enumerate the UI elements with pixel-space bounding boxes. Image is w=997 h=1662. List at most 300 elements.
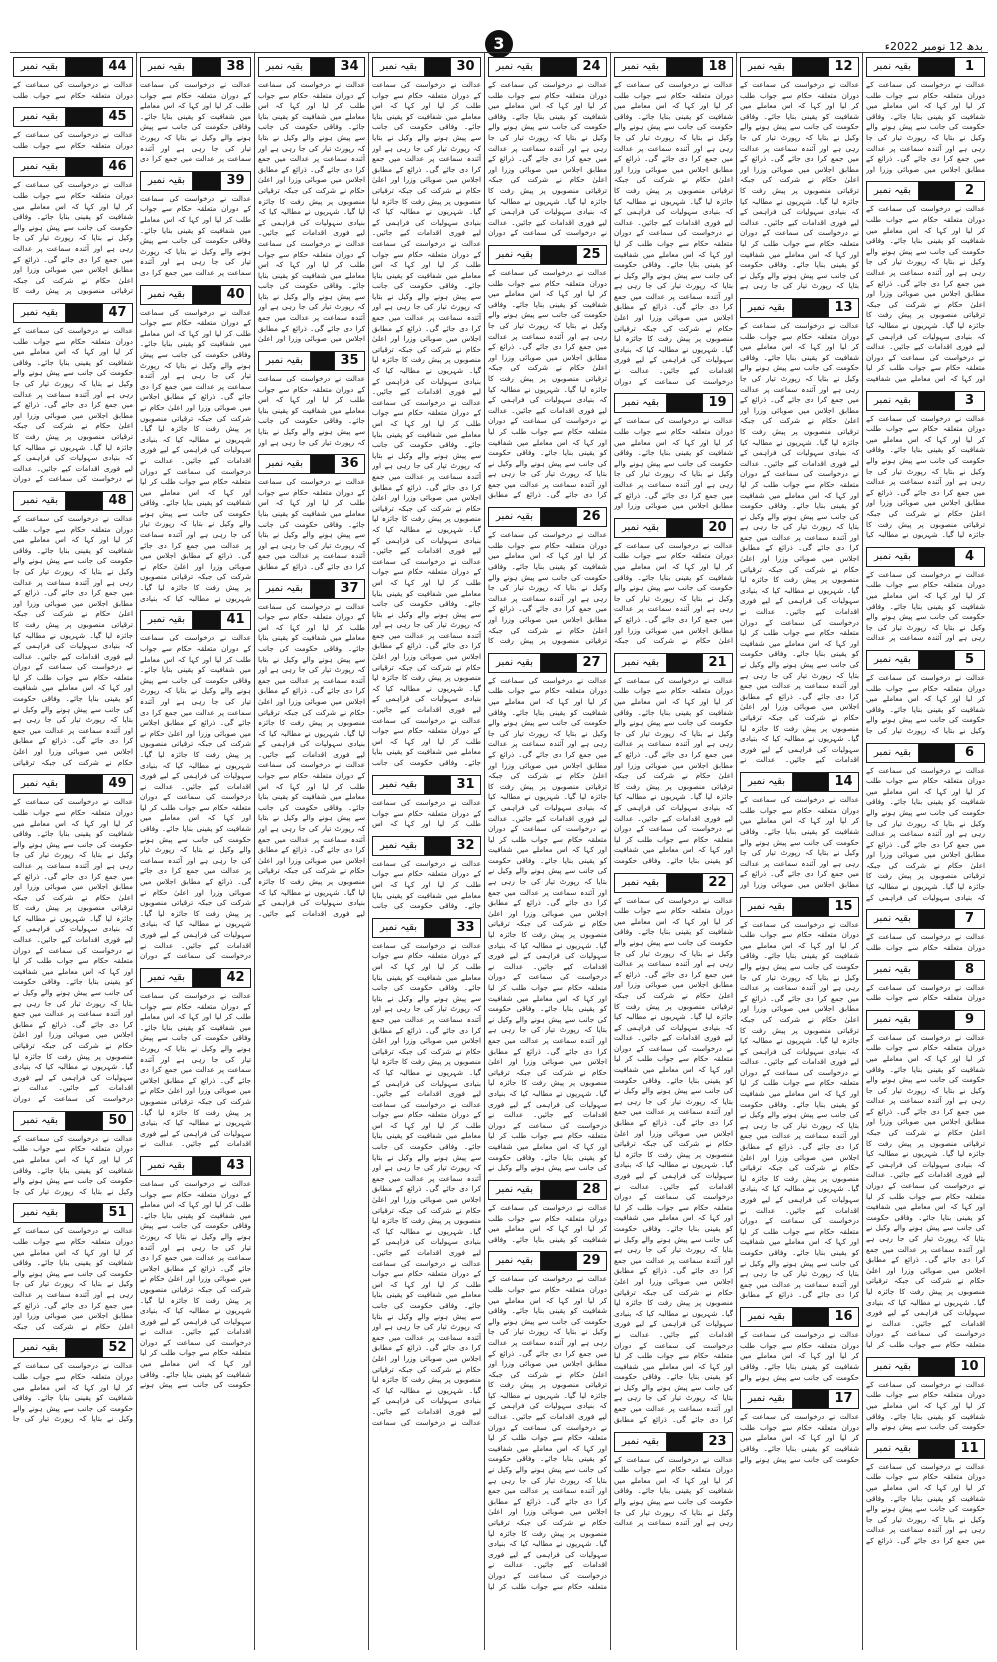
continuation-block bbox=[140, 968, 251, 1150]
continuation-heading bbox=[140, 285, 251, 305]
continuation-number: 3 bbox=[954, 392, 984, 410]
continuation-block bbox=[866, 181, 985, 384]
continuation-heading bbox=[866, 57, 985, 77]
news-column bbox=[736, 53, 862, 1650]
article-text: عدالت نے درخواست کی سماعت کے دوران متعلقہ حکام سے جواب طلب کر لیا اور کہا کہ اس معاملے میں شفافیت کو یقینی بنایا جائے۔ وفاقی حکومت کی جانب سے پیش ہونے والے وکیل نے بتایا کہ رپورٹ تیار کی جا رہی ہے اور آئندہ سماعت پر عدالت میں جمع کرا دی جائے گی۔ ذرائع کے مطابق اجلاس میں صوبائی وزرا اور اعلیٰ حکام نے شرکت کی جبکہ ترقیاتی منصوبوں پر پیش رفت کا جائزہ لیا گیا۔ شہریوں نے مطالبہ کیا کہ بنیادی سہولیات کی فراہمی کے لیے فوری اقدامات کیے جائیں۔ عدالت نے درخواست کی سماعت کے دوران متعلقہ حکام سے جواب طلب کر لیا اور کہا کہ اس معاملے میں شفافیت کو یقینی بنایا جائے۔ وفاقی حکومت کی جانب سے پیش ہونے والے وکیل نے بتایا کہ رپورٹ تیار کی جا رہی ہے اور آئندہ سماعت پر عدالت میں جمع کرا دی جائے گی۔ ذرائع کے مطابق اجلاس میں صوبائی وزرا اور اعلیٰ حکام نے شرکت کی جبکہ ترقیاتی منصوبوں پر پیش رفت کا جائزہ لیا گیا۔ شہریوں نے مطالبہ کیا کہ بنیادی سہولیات کی فراہمی کے لیے فوری اقدامات کیے جائیں۔ عدالت نے درخواست کی سماعت کے دوران متعلقہ حکام سے جواب طلب کر لیا bbox=[866, 1032, 985, 1349]
heading-bar bbox=[793, 58, 828, 76]
article-text: عدالت نے درخواست کی سماعت کے دوران متعلقہ حکام سے جواب طلب کر لیا اور کہا کہ اس معاملے میں شفافیت کو یقینی بنایا جائے۔ وفاقی حکومت کی جانب سے پیش ہونے والے وکیل نے بتایا کہ رپورٹ تیار کی جا رہی ہے اور آئندہ سماعت پر عدالت میں جمع کرا دی جائے گی۔ ذرائع کے مطابق اجلاس میں صوبائی وزرا اور اعلیٰ حکام نے شرکت کی جبکہ ترقیاتی منصوبوں پر پیش رفت کا جائزہ لیا گیا۔ شہریوں نے مطالبہ کیا کہ بنیادی سہولیات کی فراہمی کے لیے فوری اقدامات کیے جائیں۔ عدالت نے درخواست کی سماعت کے دوران متعلقہ حکام سے جواب طلب کر لیا اور کہا کہ اس معاملے میں شفافیت کو یقینی بنایا جائے۔ وفاقی حکومت کی جانب سے پیش ہونے والے وکیل نے بتایا کہ رپورٹ تیار کی جا رہی ہے اور آئندہ سماعت پر عدالت میں جمع کرا دی جائے گی۔ ذرائع کے مطابق اجلاس میں صوبائی وزرا اور اعلیٰ حکام نے شرکت کی جبکہ ترقیاتی منصوبوں پر پیش رفت کا جائزہ لیا گیا۔ شہریوں نے مطالبہ کیا کہ بنیادی سہولیات کی فراہمی کے لیے فوری اقدامات کیے جائیں۔ عدالت نے درخواست کی سماعت کے دوران متعلقہ حکام سے جواب طلب کر لیا اور کہا کہ اس معاملے میں شفافیت کو یقینی بنایا جائے۔ وفاقی حکومت کی جانب سے پیش ہونے والے وکیل نے بتایا کہ رپورٹ تیار کی جا رہی ہے اور آئندہ سماعت پر عدالت میں جمع کرا دی جائے گی۔ ذرائع کے مطابق اجلاس میں صوبائی وزرا اور اعلیٰ حکام نے شرکت کی جبکہ ترقیاتی منصوبوں پر پیش رفت کا جائزہ لیا گیا۔ شہریوں نے مطالبہ کیا کہ بنیادی سہولیات کی فراہمی کے لیے فوری اقدامات کیے جائیں۔ عدالت نے درخواست کی سماعت کے دوران متعلقہ حکام سے جواب طلب کر لیا اور کہا کہ اس معاملے میں شفافیت کو یقینی بنایا جائے۔ وفاقی حکومت کی جانب سے پیش ہونے والے وکیل نے بتایا کہ رپورٹ تیار کی جا رہی ہے اور آئندہ سماعت پر عدالت میں جمع کرا دی جائے گی۔ ذرائع کے مطابق bbox=[614, 895, 733, 1424]
heading-bar bbox=[919, 744, 954, 762]
continuation-number: 44 bbox=[102, 58, 132, 76]
continuation-heading bbox=[488, 1251, 607, 1271]
article-text: عدالت نے درخواست کی سماعت کے دوران متعلقہ حکام سے جواب طلب کر لیا اور کہا کہ اس معاملے میں شفافیت کو یقینی بنایا جائے۔ وفاقی حکومت کی جانب سے پیش ہونے والے وکیل نے بتایا کہ رپورٹ تیار کی جا رہی ہے اور آئندہ سماعت پر عدالت میں جمع کرا دی جائے گی۔ ذرائع کے مطابق اجلاس میں صوبائی وزرا اور اعلیٰ حکام نے شرکت کی جبکہ ترقیاتی منصوبوں پر پیش رفت کا جائزہ لیا گیا۔ شہریوں نے مطالبہ کیا کہ بنیادی سہولیات کی فراہمی کے bbox=[866, 765, 985, 902]
continuation-heading bbox=[488, 507, 607, 527]
continuation-heading bbox=[13, 57, 133, 77]
continuation-block bbox=[140, 285, 251, 605]
news-column bbox=[484, 53, 610, 1650]
heading-bar bbox=[425, 776, 450, 794]
heading-bar bbox=[311, 455, 334, 473]
page-number: 3 bbox=[485, 30, 513, 58]
continuation-heading bbox=[13, 1111, 133, 1131]
continuation-number: 32 bbox=[450, 837, 480, 855]
continuation-heading bbox=[866, 743, 985, 763]
continuation-heading bbox=[740, 1389, 859, 1409]
continuation-label: بقیہ نمبر bbox=[867, 651, 919, 669]
heading-bar bbox=[541, 1252, 576, 1270]
continuation-label: بقیہ نمبر bbox=[615, 874, 667, 892]
continuation-heading bbox=[13, 491, 133, 511]
article-text: عدالت نے درخواست کی سماعت کے دوران متعلقہ حکام سے جواب طلب کر لیا اور کہا کہ اس معاملے میں شفافیت کو یقینی بنایا جائے۔ وفاقی حکومت کی جانب سے پیش ہونے والے وکیل نے بتایا کہ رپورٹ تیار کی جا رہی ہے اور آئندہ سماعت پر عدالت میں جمع کرا دی جائے گی۔ ذرائع کے مطابق اجلاس میں صوبائی وزرا اور اعلیٰ حکام نے شرکت کی جبکہ ترقیاتی منصوبوں پر پیش رفت کا جائزہ لیا گیا۔ شہریوں نے مطالبہ کیا کہ بنیادی سہولیات کی فراہمی کے لیے فوری اقدامات کیے جائیں۔ عدالت نے درخواست کی سماعت کے دوران متعلقہ حکام سے جواب طلب کر لیا اور کہا کہ اس معاملے میں شفافیت کو یقینی بنایا جائے۔ وفاقی حکومت کی جانب سے پیش ہونے والے وکیل نے بتایا کہ رپورٹ تیار کی جا رہی ہے اور آئندہ سماعت پر عدالت میں جمع کرا دی جائے گی۔ ذرائع کے مطابق اجلاس میں صوبائی وزرا اور اعلیٰ bbox=[258, 80, 365, 344]
continuation-number: 41 bbox=[220, 611, 250, 629]
article-text: عدالت نے درخواست کی سماعت کے دوران متعلقہ حکام سے جواب طلب کر لیا اور کہا کہ اس معاملے میں شفافیت کو یقینی بنایا جائے۔ وفاقی حکومت کی جانب سے پیش ہونے والے وکیل نے بتایا کہ رپورٹ تیار کی جا رہی ہے اور آئندہ سماعت پر عدالت میں جمع کرا دی جائے گی۔ ذرائع کے مطابق اجلاس میں صوبائی وزرا اور اعلیٰ حکام نے شرکت کی جبکہ ترقیاتی منصوبوں پر پیش رفت کا جائزہ لیا گیا۔ شہریوں نے مطالبہ کیا کہ بنیادی سہولیات کی فراہمی کے لیے فوری اقدامات کیے جائیں۔ عدالت نے درخواست کی سماعت کے دوران متعلقہ حکام سے جواب طلب کر لیا اور کہا کہ اس معاملے میں شفافیت کو یقینی بنایا جائے۔ وفاقی حکومت کی جانب سے پیش ہونے والے وکیل نے بتایا کہ رپورٹ تیار کی جا رہی ہے bbox=[740, 80, 859, 291]
heading-bar bbox=[919, 961, 954, 979]
continuation-heading bbox=[866, 1439, 985, 1459]
article-text: عدالت نے درخواست کی سماعت کے دوران متعلقہ حکام سے جواب طلب کر لیا اور کہا کہ اس معاملے میں شفافیت کو یقینی بنایا جائے۔ وفاقی حکومت کی جانب سے پیش ہونے والے وکیل نے بتایا کہ رپورٹ تیار کی جا رہی ہے اور آئندہ سماعت پر عدالت میں جمع کرا دی جائے گی۔ ذرائع کے مطابق اجلاس میں صوبائی وزرا اور اعلیٰ حکام نے شرکت کی جبکہ ترقیاتی منصوبوں پر پیش رفت کا جائزہ لیا گیا۔ شہریوں نے مطالبہ کیا کہ بنیادی سہولیات کی فراہمی کے لیے فوری اقدامات کیے جائیں۔ عدالت نے درخواست کی سماعت کے دوران متعلقہ حکام سے جواب طلب کر لیا اور کہا کہ اس معاملے میں شفافیت کو یقینی بنایا جائے۔ وفاقی حکومت کی جانب سے پیش ہونے bbox=[140, 1178, 251, 1390]
continuation-number: 15 bbox=[828, 898, 858, 916]
article-text: عدالت نے درخواست کی سماعت کے دوران متعلقہ حکام سے جواب طلب کر لیا اور کہا کہ اس معاملے میں شفافیت کو یقینی بنایا جائے۔ وفاقی حکومت کی جانب سے پیش ہونے والے وکیل نے بتایا کہ رپورٹ تیار کی جا bbox=[13, 1361, 133, 1424]
continuation-number: 46 bbox=[102, 158, 132, 176]
article-text: عدالت نے درخواست کی سماعت کے دوران متعلقہ حکام سے جواب طلب کر لیا اور کہا کہ اس معاملے میں شفافیت کو یقینی بنایا جائے۔ وفاقی حکومت کی جانب سے پیش ہونے والے وکیل نے بتایا کہ رپورٹ تیار کی جا bbox=[13, 1133, 133, 1196]
heading-bar bbox=[193, 58, 220, 76]
heading-bar bbox=[193, 969, 220, 987]
heading-bar bbox=[541, 1181, 576, 1199]
continuation-block bbox=[258, 351, 365, 448]
heading-bar bbox=[667, 1433, 702, 1451]
continuation-heading bbox=[13, 107, 133, 127]
heading-bar bbox=[66, 58, 102, 76]
continuation-number: 52 bbox=[102, 1339, 132, 1357]
heading-bar bbox=[667, 654, 702, 672]
continuation-block bbox=[13, 157, 133, 297]
continuation-block bbox=[488, 57, 607, 239]
continuation-heading bbox=[866, 909, 985, 929]
continuation-number: 51 bbox=[102, 1204, 132, 1222]
continuation-block bbox=[866, 391, 985, 541]
heading-bar bbox=[311, 352, 334, 370]
continuation-number: 33 bbox=[450, 919, 480, 937]
continuation-number: 9 bbox=[954, 1011, 984, 1029]
continuation-label: بقیہ نمبر bbox=[14, 58, 66, 76]
continuation-number: 31 bbox=[450, 776, 480, 794]
continuation-number: 26 bbox=[576, 508, 606, 526]
continuation-block bbox=[140, 171, 251, 279]
continuation-label: بقیہ نمبر bbox=[741, 773, 793, 791]
news-column bbox=[136, 53, 254, 1650]
article-text: عدالت نے درخواست کی سماعت کے دوران متعلقہ حکام سے جواب طلب کر لیا اور کہا کہ اس معاملے میں شفافیت کو یقینی بنایا جائے۔ وفاقی حکومت کی جانب سے پیش ہونے والے وکیل نے بتایا کہ رپورٹ تیار کی جا رہی ہے اور آئندہ سماعت پر عدالت میں جمع کرا دی جائے گی۔ ذرائع کے مطابق اجلاس میں صوبائی وزرا اور اعلیٰ حکام نے شرکت کی جبکہ ترقیاتی منصوبوں پر پیش رفت کا جائزہ لیا گیا۔ شہریوں نے مطالبہ کیا کہ بنیادی سہولیات کی فراہمی کے لیے فوری اقدامات کیے جائیں۔ عدالت نے درخواست کی سماعت کے دوران متعلقہ حکام سے جواب طلب کر لیا اور کہا کہ اس معاملے میں شفافیت کو یقینی بنایا جائے۔ وفاقی حکومت کی جانب سے پیش ہونے والے وکیل نے بتایا کہ رپورٹ تیار کی جا رہی ہے اور آئندہ سماعت پر عدالت میں جمع کرا دی جائے گی۔ ذرائع کے مطابق اجلاس میں صوبائی وزرا اور اعلیٰ حکام نے شرکت کی جبکہ ترقیاتی منصوبوں پر پیش رفت کا جائزہ لیا گیا۔ شہریوں نے مطالبہ کیا کہ بنیادی سہولیات کی فراہمی کے لیے فوری اقدامات کیے جائیں۔ عدالت نے درخواست کی سماعت کے دوران متعلقہ حکام سے جواب طلب کر لیا اور کہا کہ اس معاملے میں شفافیت کو یقینی بنایا جائے۔ وفاقی حکومت کی جانب سے پیش ہونے والے وکیل نے بتایا کہ رپورٹ تیار کی جا رہی ہے اور آئندہ سماعت پر عدالت میں جمع کرا دی جائے گی۔ ذرائع کے مطابق اجلاس میں صوبائی وزرا اور اعلیٰ حکام نے شرکت کی جبکہ ترقیاتی منصوبوں پر پیش رفت کا جائزہ لیا گیا۔ شہریوں نے مطالبہ کیا کہ بنیادی سہولیات کی فراہمی کے لیے فوری اقدامات کیے جائیں۔ عدالت نے درخواست کی سماعت bbox=[372, 940, 481, 1427]
continuation-block bbox=[488, 1180, 607, 1245]
continuation-label: بقیہ نمبر bbox=[14, 304, 66, 322]
heading-bar bbox=[919, 548, 954, 566]
continuation-label: بقیہ نمبر bbox=[373, 58, 425, 76]
continuation-heading bbox=[740, 298, 859, 318]
continuation-label: بقیہ نمبر bbox=[615, 519, 667, 537]
continuation-heading bbox=[614, 1432, 733, 1452]
heading-bar bbox=[311, 58, 334, 76]
article-text: عدالت نے درخواست کی سماعت کے دوران متعلقہ حکام سے جواب طلب کر لیا اور کہا کہ اس معاملے میں شفافیت کو یقینی بنایا جائے۔ وفاقی حکومت کی جانب سے پیش ہونے والے وکیل نے بتایا کہ رپورٹ تیار کی جا رہی ہے اور آئندہ سماعت پر عدالت bbox=[614, 1454, 733, 1528]
continuation-label: بقیہ نمبر bbox=[141, 611, 193, 629]
continuation-heading bbox=[258, 351, 365, 371]
heading-bar bbox=[541, 654, 576, 672]
continuation-label: بقیہ نمبر bbox=[14, 775, 66, 793]
continuation-label: بقیہ نمبر bbox=[615, 394, 667, 412]
continuation-label: بقیہ نمبر bbox=[489, 654, 541, 672]
continuation-label: بقیہ نمبر bbox=[14, 1112, 66, 1130]
continuation-block bbox=[614, 518, 733, 647]
continuation-block bbox=[614, 873, 733, 1426]
continuation-heading bbox=[13, 303, 133, 323]
continuation-block bbox=[866, 1357, 985, 1433]
continuation-block bbox=[740, 772, 859, 890]
article-text: عدالت نے درخواست کی سماعت کے دوران متعلقہ حکام سے جواب طلب کر لیا اور کہا کہ اس معاملے میں شفافیت کو یقینی بنایا جائے۔ وفاقی حکومت کی جانب سے پیش ہونے والے وکیل نے بتایا کہ رپورٹ تیار کی جا رہی ہے اور آئندہ سماعت پر عدالت میں جمع کرا دی جائے گی۔ ذرائع کے مطابق اجلاس میں صوبائی وزرا اور اعلیٰ حکام نے شرکت کی جبکہ ترقیاتی منصوبوں پر پیش رفت کا جائزہ لیا گیا۔ شہریوں نے مطالبہ کیا کہ بنیادی سہولیات کی فراہمی کے لیے فوری اقدامات کیے جائیں۔ عدالت نے درخواست کی سماعت کے دوران متعلقہ حکام سے جواب طلب کر لیا اور کہا کہ اس معاملے میں شفافیت کو یقینی بنایا جائے۔ وفاقی حکومت کی جانب سے پیش ہونے والے وکیل نے بتایا کہ رپورٹ تیار کی جا رہی ہے اور آئندہ سماعت پر عدالت میں جمع کرا دی جائے گی۔ ذرائع کے مطابق اجلاس میں صوبائی وزرا اور اعلیٰ حکام نے شرکت کی جبکہ ترقیاتی bbox=[13, 513, 133, 767]
continuation-heading bbox=[258, 57, 365, 77]
article-text: عدالت نے درخواست کی سماعت کے دوران متعلقہ حکام سے جواب طلب bbox=[866, 982, 985, 1003]
article-text: عدالت نے درخواست کی سماعت کے دوران متعلقہ حکام سے جواب طلب bbox=[13, 80, 133, 100]
continuation-heading bbox=[740, 897, 859, 917]
heading-bar bbox=[66, 304, 102, 322]
continuation-block bbox=[866, 547, 985, 644]
continuation-heading bbox=[140, 1156, 251, 1176]
article-text: عدالت نے درخواست کی سماعت کے دوران متعلقہ حکام سے جواب طلب کر لیا اور کہا کہ اس معاملے میں شفافیت کو یقینی بنایا جائے۔ وفاقی حکومت کی جانب سے پیش ہونے والے وکیل نے بتایا کہ رپورٹ تیار کی جا رہی ہے اور آئندہ سماعت پر عدالت میں جمع کرا دی جائے گی۔ ذرائع کے مطابق اجلاس میں صوبائی وزرا اور اعلیٰ حکام نے شرکت کی جبکہ ترقیاتی منصوبوں پر پیش رفت کا bbox=[488, 530, 607, 646]
heading-bar bbox=[793, 898, 828, 916]
continuation-label: بقیہ نمبر bbox=[741, 58, 793, 76]
continuation-block bbox=[13, 57, 133, 101]
continuation-label: بقیہ نمبر bbox=[867, 744, 919, 762]
continuation-number: 21 bbox=[702, 654, 732, 672]
continuation-label: بقیہ نمبر bbox=[259, 455, 311, 473]
continuation-block bbox=[13, 303, 133, 485]
heading-bar bbox=[919, 1358, 954, 1376]
continuation-number: 8 bbox=[954, 961, 984, 979]
continuation-number: 27 bbox=[576, 654, 606, 672]
continuation-heading bbox=[372, 836, 481, 856]
article-text: عدالت نے درخواست کی سماعت کے دوران متعلقہ حکام سے جواب طلب کر لیا اور کہا کہ اس معاملے میں شفافیت کو یقینی بنایا جائے۔ وفاقی حکومت کی جانب سے پیش ہونے والے وکیل نے بتایا کہ رپورٹ تیار کی جا رہی ہے اور آئندہ سماعت پر عدالت میں جمع کرا دی جائے گی۔ ذرائع کے مطابق اجلاس میں صوبائی وزرا اور اعلیٰ حکام نے شرکت کی جبکہ ترقیاتی منصوبوں پر پیش رفت کا جائزہ لیا گیا۔ شہریوں نے مطالبہ کیا کہ بنیادی سہولیات کی فراہمی کے لیے فوری اقدامات کیے جائیں۔ عدالت نے درخواست کی سماعت کے دوران متعلقہ حکام سے جواب طلب کر لیا اور کہا کہ اس معاملے میں شفافیت کو یقینی بنایا جائے۔ وفاقی حکومت کی جانب سے پیش ہونے والے وکیل نے بتایا کہ رپورٹ تیار کی جا رہی ہے اور آئندہ سماعت پر عدالت میں جمع کرا دی جائے گی۔ ذرائع کے مطابق اجلاس میں صوبائی وزرا اور اعلیٰ حکام نے شرکت کی جبکہ ترقیاتی منصوبوں پر پیش رفت کا جائزہ لیا گیا۔ شہریوں نے مطالبہ کیا کہ بنیادی سہولیات کی فراہمی کے لیے فوری اقدامات کیے جائیں۔ bbox=[258, 601, 365, 918]
article-text: عدالت نے درخواست کی سماعت کے دوران متعلقہ حکام سے جواب طلب کر لیا اور کہا کہ اس معاملے میں شفافیت کو یقینی بنایا جائے۔ وفاقی حکومت کی جانب سے پیش ہونے والے وکیل نے بتایا کہ رپورٹ تیار کی جا رہی ہے اور آئندہ سماعت پر عدالت میں جمع کرا دی جائے گی۔ ذرائع کے مطابق اجلاس میں صوبائی وزرا اور bbox=[866, 80, 985, 174]
continuation-number: 24 bbox=[576, 58, 606, 76]
continuation-heading bbox=[614, 393, 733, 413]
article-text: عدالت نے درخواست کی سماعت کے دوران متعلقہ حکام سے جواب طلب کر لیا اور کہا کہ اس معاملے میں شفافیت کو یقینی بنایا جائے۔ وفاقی حکومت کی جانب سے پیش ہونے والے وکیل نے بتایا کہ رپورٹ تیار کی جا رہی ہے اور آئندہ سماعت پر عدالت میں جمع کرا دی جائے گی۔ ذرائع کے مطابق اجلاس میں صوبائی وزرا اور bbox=[614, 416, 733, 511]
heading-bar bbox=[919, 392, 954, 410]
continuation-heading bbox=[614, 518, 733, 538]
continuation-heading bbox=[140, 57, 251, 77]
continuation-number: 13 bbox=[828, 299, 858, 317]
continuation-label: بقیہ نمبر bbox=[615, 654, 667, 672]
heading-bar bbox=[793, 1308, 828, 1326]
continuation-label: بقیہ نمبر bbox=[489, 58, 541, 76]
continuation-label: بقیہ نمبر bbox=[141, 1157, 193, 1175]
article-text: عدالت نے درخواست کی سماعت کے دوران متعلقہ حکام سے جواب طلب کر لیا اور کہا کہ اس معاملے میں شفافیت کو یقینی بنایا جائے۔ وفاقی حکومت کی جانب سے پیش ہونے والے وکیل نے بتایا کہ رپورٹ تیار کی جا رہی ہے اور آئندہ سماعت پر عدالت میں جمع کرا دی جائے گی۔ ذرائع کے مطابق اجلاس میں صوبائی وزرا اور اعلیٰ حکام نے شرکت کی جبکہ ترقیاتی منصوبوں پر پیش رفت کا bbox=[13, 180, 133, 296]
article-text: عدالت نے درخواست کی سماعت کے دوران متعلقہ حکام سے جواب طلب کر لیا اور کہا کہ اس bbox=[372, 798, 481, 829]
continuation-number: 35 bbox=[334, 352, 364, 370]
heading-bar bbox=[193, 172, 220, 190]
article-text: عدالت نے درخواست کی سماعت کے دوران متعلقہ حکام سے جواب طلب کر لیا اور کہا کہ اس معاملے میں شفافیت کو یقینی بنایا جائے۔ وفاقی حکومت کی جانب سے پیش ہونے والے وکیل نے بتایا کہ رپورٹ تیار کی جا رہی ہے اور آئندہ سماعت پر عدالت میں جمع کرا دی جائے گی۔ ذرائع کے مطابق اجلاس میں صوبائی وزرا اور اعلیٰ حکام نے شرکت کی جبکہ ترقیاتی منصوبوں پر پیش رفت کا جائزہ لیا گیا۔ شہریوں نے مطالبہ کیا کہ بنیادی سہولیات کی فراہمی کے لیے فوری اقدامات کیے جائیں۔ عدالت نے درخواست کی سماعت کے دوران متعلقہ حکام سے جواب طلب کر لیا اور کہا کہ اس معاملے میں شفافیت کو یقینی بنایا جائے۔ وفاقی حکومت کی جانب سے پیش ہونے والے وکیل نے بتایا کہ رپورٹ تیار کی جا رہی ہے اور آئندہ سماعت پر عدالت میں جمع کرا دی جائے گی۔ ذرائع کے مطابق اجلاس میں صوبائی وزرا اور اعلیٰ حکام نے شرکت کی جبکہ ترقیاتی منصوبوں پر پیش رفت کا جائزہ لیا گیا۔ شہریوں نے مطالبہ کیا کہ بنیادی سہولیات کی فراہمی کے لیے فوری اقدامات کیے جائیں۔ عدالت نے درخواست کی سماعت کے دوران متعلقہ حکام سے جواب طلب کر لیا اور کہا کہ اس معاملے میں شفافیت کو یقینی بنایا جائے۔ وفاقی حکومت کی جانب سے پیش ہونے والے وکیل نے بتایا کہ رپورٹ تیار کی جا رہی ہے اور آئندہ سماعت پر عدالت میں جمع کرا دی جائے گی۔ ذرائع کے مطابق اجلاس میں صوبائی وزرا اور اعلیٰ حکام نے شرکت کی جبکہ ترقیاتی منصوبوں پر پیش رفت کا جائزہ لیا گیا۔ شہریوں نے مطالبہ کیا کہ بنیادی سہولیات کی فراہمی کے لیے فوری اقدامات کیے جائیں۔ عدالت نے درخواست کی سماعت کے دوران متعلقہ حکام سے جواب طلب کر لیا اور کہا کہ اس معاملے میں شفافیت کو یقینی بنایا جائے۔ وفاقی حکومت کی جانب سے پیش ہونے والے وکیل نے bbox=[488, 675, 607, 1173]
article-text: عدالت نے درخواست کی سماعت کے دوران متعلقہ حکام سے جواب طلب کر لیا اور کہا کہ اس معاملے میں شفافیت کو یقینی بنایا جائے۔ وفاقی حکومت کی جانب سے پیش ہونے والے bbox=[866, 1379, 985, 1432]
news-column bbox=[10, 53, 136, 1650]
heading-bar bbox=[66, 775, 102, 793]
continuation-number: 18 bbox=[702, 58, 732, 76]
continuation-number: 42 bbox=[220, 969, 250, 987]
article-text: عدالت نے درخواست کی سماعت کے دوران متعلقہ حکام سے جواب طلب کر لیا اور کہا کہ اس معاملے میں شفافیت کو یقینی بنایا جائے۔ وفاقی حکومت کی جانب سے پیش ہونے والے وکیل نے بتایا کہ رپورٹ تیار کی جا رہی ہے اور آئندہ سماعت پر عدالت میں جمع کرا دی جائے گی۔ ذرائع کے مطابق اجلاس میں صوبائی وزرا اور اعلیٰ حکام نے شرکت کی جبکہ ترقیاتی منصوبوں پر پیش رفت کا جائزہ لیا گیا۔ شہریوں نے مطالبہ کیا کہ بنیادی سہولیات کی فراہمی کے لیے فوری اقدامات کیے جائیں۔ عدالت نے درخواست کی سماعت کے دوران متعلقہ حکام سے جواب طلب کر لیا اور کہا کہ اس معاملے میں شفافیت bbox=[866, 204, 985, 383]
continuation-block bbox=[140, 610, 251, 962]
continuation-heading bbox=[866, 181, 985, 201]
continuation-label: بقیہ نمبر bbox=[141, 172, 193, 190]
continuation-heading bbox=[614, 873, 733, 893]
heading-bar bbox=[425, 837, 450, 855]
continuation-number: 16 bbox=[828, 1308, 858, 1326]
continuation-heading bbox=[488, 57, 607, 77]
continuation-label: بقیہ نمبر bbox=[14, 158, 66, 176]
heading-bar bbox=[793, 299, 828, 317]
continuation-number: 25 bbox=[576, 246, 606, 264]
continuation-label: بقیہ نمبر bbox=[14, 492, 66, 510]
continuation-heading bbox=[866, 1357, 985, 1377]
continuation-block bbox=[140, 1156, 251, 1391]
continuation-label: بقیہ نمبر bbox=[615, 58, 667, 76]
article-text: عدالت نے درخواست کی سماعت کے دوران متعلقہ حکام سے جواب طلب کر لیا اور کہا کہ اس معاملے میں شفافیت کو یقینی بنایا جائے۔ وفاقی حکومت کی جانب bbox=[372, 858, 481, 911]
continuation-block bbox=[866, 743, 985, 904]
continuation-number: 2 bbox=[954, 182, 984, 200]
continuation-label: بقیہ نمبر bbox=[741, 1308, 793, 1326]
continuation-number: 38 bbox=[220, 58, 250, 76]
continuation-number: 36 bbox=[334, 455, 364, 473]
continuation-number: 50 bbox=[102, 1112, 132, 1130]
continuation-heading bbox=[140, 968, 251, 988]
continuation-number: 39 bbox=[220, 172, 250, 190]
continuation-heading bbox=[866, 1010, 985, 1030]
continuation-block bbox=[372, 918, 481, 1429]
article-text: عدالت نے درخواست کی سماعت کے دوران متعلقہ حکام سے جواب طلب کر لیا اور کہا کہ اس معاملے میں شفافیت کو یقینی بنایا جائے۔ وفاقی حکومت کی جانب سے پیش ہونے والے وکیل نے بتایا کہ رپورٹ تیار کی جا رہی ہے اور آئندہ سماعت پر عدالت میں جمع کرا دی جائے گی۔ ذرائع کے مطابق اجلاس میں صوبائی وزرا اور اعلیٰ حکام نے شرکت کی جبکہ ترقیاتی منصوبوں پر پیش رفت کا جائزہ لیا گیا۔ شہریوں نے مطالبہ کیا کہ بنیادی سہولیات کی فراہمی کے لیے فوری اقدامات کیے جائیں۔ عدالت نے درخواست کی سماعت کے دوران bbox=[488, 80, 607, 238]
continuation-heading bbox=[740, 772, 859, 792]
continuation-number: 28 bbox=[576, 1181, 606, 1199]
continuation-block bbox=[13, 1203, 133, 1332]
continuation-number: 40 bbox=[220, 286, 250, 304]
article-text: عدالت نے درخواست کی سماعت کے دوران متعلقہ حکام سے جواب طلب کر لیا اور کہا کہ اس معاملے میں شفافیت کو یقینی بنایا جائے۔ وفاقی حکومت کی جانب سے پیش ہونے والے وکیل نے بتایا کہ رپورٹ تیار کی جا رہی ہے اور آئندہ سماعت پر عدالت میں جمع کرا دی جائے گی۔ ذرائع کے مطابق اجلاس میں صوبائی وزرا اور اعلیٰ حکام نے شرکت کی جبکہ bbox=[13, 1226, 133, 1331]
continuation-block bbox=[258, 579, 365, 920]
continuation-label: بقیہ نمبر bbox=[867, 1011, 919, 1029]
continuation-label: بقیہ نمبر bbox=[489, 508, 541, 526]
continuation-number: 30 bbox=[450, 58, 480, 76]
continuation-label: بقیہ نمبر bbox=[141, 58, 193, 76]
continuation-heading bbox=[866, 650, 985, 670]
news-column bbox=[610, 53, 736, 1650]
article-text: عدالت نے درخواست کی سماعت کے دوران متعلقہ حکام سے جواب طلب کر لیا اور کہا کہ اس معاملے میں شفافیت کو یقینی بنایا جائے۔ وفاقی حکومت کی جانب سے پیش ہونے والے وکیل نے بتایا کہ رپورٹ تیار کی جا رہی ہے اور آئندہ سماعت پر عدالت میں جمع کرا دی جائے گی۔ ذرائع کے bbox=[866, 1461, 985, 1545]
heading-bar bbox=[66, 1204, 102, 1222]
continuation-heading bbox=[13, 1203, 133, 1223]
continuation-label: بقیہ نمبر bbox=[741, 299, 793, 317]
continuation-label: بقیہ نمبر bbox=[867, 58, 919, 76]
continuation-heading bbox=[740, 57, 859, 77]
heading-bar bbox=[541, 508, 576, 526]
continuation-label: بقیہ نمبر bbox=[615, 1433, 667, 1451]
heading-bar bbox=[66, 158, 102, 176]
continuation-heading bbox=[866, 391, 985, 411]
article-text: عدالت نے درخواست کی سماعت کے دوران متعلقہ حکام سے جواب طلب کر لیا اور کہا کہ اس معاملے میں شفافیت کو یقینی بنایا جائے۔ وفاقی حکومت کی جانب سے پیش ہونے والے وکیل نے بتایا کہ رپورٹ تیار کی جا رہی ہے اور آئندہ سماعت پر عدالت میں جمع کرا دی جائے گی۔ ذرائع کے مطابق اجلاس میں صوبائی وزرا اور اعلیٰ حکام نے شرکت کی جبکہ ترقیاتی منصوبوں پر پیش رفت کا جائزہ لیا گیا۔ شہریوں نے مطالبہ کیا کہ بنیادی سہولیات کی فراہمی کے لیے فوری اقدامات کیے جائیں۔ عدالت نے درخواست کی سماعت کے دوران متعلقہ حکام سے جواب طلب کر لیا اور کہا کہ اس معاملے میں شفافیت کو یقینی بنایا جائے۔ وفاقی حکومت کی جانب سے پیش ہونے والے وکیل نے بتایا کہ رپورٹ تیار کی جا رہی ہے اور آئندہ سماعت پر عدالت میں جمع کرا دی جائے گی۔ ذرائع کے مطابق bbox=[488, 268, 607, 500]
article-text: عدالت نے درخواست کی سماعت کے دوران متعلقہ حکام سے جواب طلب کر لیا اور کہا کہ اس معاملے میں شفافیت کو یقینی بنایا جائے۔ وفاقی حکومت کی جانب سے پیش ہونے والے وکیل نے بتایا کہ رپورٹ تیار کی جا رہی ہے اور آئندہ سماعت پر عدالت میں جمع کرا دی جائے گی۔ ذرائع کے مطابق اجلاس میں صوبائی وزرا اور اعلیٰ حکام نے شرکت کی جبکہ ترقیاتی منصوبوں پر پیش رفت کا جائزہ لیا گیا۔ شہریوں نے مطالبہ کیا کہ بنیادی سہولیات کی فراہمی کے لیے فوری اقدامات کیے جائیں۔ عدالت نے درخواست کی سماعت کے دوران متعلقہ حکام سے جواب طلب کر لیا اور کہا کہ اس معاملے میں شفافیت کو یقینی بنایا جائے۔ وفاقی حکومت کی جانب سے پیش ہونے والے وکیل نے بتایا کہ رپورٹ تیار کی جا رہی ہے اور آئندہ سماعت پر عدالت میں جمع کرا دی جائے گی۔ ذرائع کے مطابق اجلاس میں صوبائی وزرا اور اعلیٰ حکام نے شرکت کی جبکہ ترقیاتی منصوبوں پر پیش رفت کا جائزہ لیا گیا۔ شہریوں نے مطالبہ کیا کہ بنیادی سہولیات کی فراہمی کے لیے فوری اقدامات کیے جائیں۔ عدالت نے درخواست کی سماعت کے دوران bbox=[614, 80, 733, 386]
article-text: عدالت نے درخواست کی سماعت کے دوران متعلقہ حکام سے جواب طلب کر لیا اور کہا کہ اس معاملے میں شفافیت کو یقینی بنایا جائے۔ وفاقی حکومت کی جانب سے پیش ہونے والے وکیل نے بتایا کہ رپورٹ تیار کی جا رہی ہے اور آئندہ سماعت پر عدالت میں جمع کرا دی جائے گی۔ ذرائع کے مطابق اجلاس میں صوبائی وزرا اور bbox=[740, 795, 859, 889]
article-text: عدالت نے درخواست کی سماعت کے دوران متعلقہ حکام سے جواب طلب bbox=[866, 932, 985, 952]
continuation-block bbox=[614, 1432, 733, 1529]
article-text: عدالت نے درخواست کی سماعت کے دوران متعلقہ حکام سے جواب طلب کر لیا اور کہا کہ اس معاملے میں شفافیت کو یقینی بنایا جائے۔ وفاقی حکومت کی جانب سے پیش ہونے والے وکیل نے بتایا کہ رپورٹ تیار کی جا رہی ہے اور آئندہ سماعت پر عدالت میں جمع کرا دی جائے گی۔ ذرائع کے مطابق اجلاس میں صوبائی وزرا اور اعلیٰ حکام نے شرکت کی جبکہ ترقیاتی منصوبوں پر پیش رفت کا جائزہ لیا گیا۔ شہریوں نے مطالبہ کیا کہ بنیادی سہولیات کی فراہمی کے لیے فوری اقدامات کیے جائیں۔ عدالت نے درخواست کی سماعت کے دوران متعلقہ حکام سے جواب طلب کر لیا اور کہا کہ اس معاملے میں شفافیت کو یقینی بنایا جائے۔ وفاقی حکومت کی جانب سے پیش ہونے والے وکیل نے بتایا کہ رپورٹ تیار کی جا رہی ہے اور آئندہ سماعت پر عدالت میں جمع کرا دی جائے گی۔ ذرائع کے مطابق اجلاس میں صوبائی وزرا اور اعلیٰ حکام نے شرکت کی جبکہ ترقیاتی منصوبوں پر پیش رفت کا جائزہ لیا گیا۔ شہریوں نے مطالبہ کیا کہ بنیادی سہولیات کی فراہمی کے لیے فوری اقدامات کیے جائیں۔ عدالت نے درخواست کی سماعت کے دوران متعلقہ حکام سے جواب طلب کر لیا اور کہا کہ اس معاملے میں شفافیت کو یقینی بنایا جائے۔ وفاقی حکومت کی جانب سے پیش ہونے والے وکیل نے بتایا کہ رپورٹ تیار کی جا رہی ہے اور آئندہ سماعت پر عدالت میں جمع کرا دی جائے گی۔ ذرائع کے مطابق bbox=[740, 919, 859, 1300]
continuation-block bbox=[488, 653, 607, 1174]
continuation-number: 48 bbox=[102, 492, 132, 510]
news-column bbox=[368, 53, 484, 1650]
heading-bar bbox=[919, 1011, 954, 1029]
article-text: عدالت نے درخواست کی سماعت کے دوران متعلقہ حکام سے جواب طلب کر لیا اور کہا کہ اس معاملے میں شفافیت کو یقینی بنایا جائے۔ وفاقی حکومت کی جانب سے پیش ہونے والے وکیل نے بتایا کہ رپورٹ تیار کی جا رہی ہے اور آئندہ سماعت پر عدالت میں جمع کرا دی جائے گی۔ ذرائع کے مطابق اجلاس میں صوبائی وزرا اور اعلیٰ حکام نے شرکت کی جبکہ ترقیاتی منصوبوں پر پیش رفت کا جائزہ لیا گیا۔ شہریوں نے مطالبہ کیا کہ بنیادی سہولیات کی فراہمی کے لیے فوری اقدامات کیے جائیں۔ عدالت نے درخواست کی سماعت کے دوران متعلقہ حکام سے جواب طلب کر لیا اور کہا کہ اس معاملے میں شفافیت کو یقینی بنایا جائے۔ وفاقی حکومت کی جانب سے پیش ہونے والے وکیل نے بتایا کہ رپورٹ تیار کی جا رہی ہے اور آئندہ سماعت پر عدالت میں جمع کرا دی جائے گی۔ ذرائع کے مطابق اجلاس میں صوبائی وزرا اور اعلیٰ حکام نے شرکت کی جبکہ ترقیاتی منصوبوں پر پیش رفت کا جائزہ لیا گیا۔ شہریوں نے مطالبہ کیا کہ بنیادی سہولیات کی فراہمی کے لیے فوری اقدامات کیے جائیں۔ عدالت نے درخواست کی سماعت کے دوران متعلقہ حکام سے جواب طلب کر لیا اور کہا کہ اس معاملے میں شفافیت کو یقینی بنایا جائے۔ وفاقی حکومت کی جانب سے پیش ہونے والے وکیل نے بتایا کہ رپورٹ تیار کی جا رہی ہے اور آئندہ سماعت پر عدالت میں جمع کرا دی جائے گی۔ ذرائع کے مطابق اجلاس میں صوبائی وزرا اور اعلیٰ حکام نے شرکت کی جبکہ ترقیاتی منصوبوں پر پیش رفت کا جائزہ لیا گیا۔ شہریوں نے مطالبہ کیا کہ بنیادی سہولیات کی فراہمی کے لیے فوری اقدامات کیے جائیں۔ عدالت نے درخواست کی سماعت کے دوران متعلقہ حکام سے جواب طلب کر لیا اور کہا کہ اس معاملے میں شفافیت کو یقینی بنایا جائے۔ وفاقی حکومت کی جانب سے پیش ہونے والے وکیل نے بتایا کہ رپورٹ تیار کی جا رہی ہے اور آئندہ سماعت پر عدالت میں جمع کرا دی جائے گی۔ ذرائع کے مطابق اجلاس میں صوبائی وزرا اور اعلیٰ حکام نے شرکت کی جبکہ ترقیاتی منصوبوں پر پیش رفت کا جائزہ لیا گیا۔ شہریوں نے مطالبہ کیا کہ بنیادی سہولیات کی فراہمی کے لیے فوری اقدامات کیے جائیں۔ عدالت نے درخواست کی سماعت کے دوران متعلقہ حکام سے جواب طلب کر لیا اور کہا کہ اس معاملے میں شفافیت کو یقینی بنایا جائے۔ وفاقی حکومت کی جانب bbox=[372, 80, 481, 767]
continuation-number: 20 bbox=[702, 519, 732, 537]
continuation-block bbox=[13, 1111, 133, 1198]
continuation-heading bbox=[740, 1307, 859, 1327]
article-text: عدالت نے درخواست کی سماعت کے دوران متعلقہ حکام سے جواب طلب کر لیا اور کہا کہ اس معاملے میں شفافیت کو یقینی بنایا جائے۔ وفاقی حکومت کی جانب سے پیش ہونے والے وکیل نے بتایا کہ رپورٹ تیار کی جا رہی ہے اور آئندہ سماعت پر عدالت میں جمع کرا دی جائے گی۔ ذرائع کے مطابق اجلاس میں صوبائی وزرا اور اعلیٰ حکام نے شرکت کی جبکہ bbox=[614, 540, 733, 646]
continuation-block bbox=[740, 897, 859, 1302]
heading-bar bbox=[425, 919, 450, 937]
continuation-number: 45 bbox=[102, 108, 132, 126]
article-text: عدالت نے درخواست کی سماعت کے دوران متعلقہ حکام سے جواب طلب کر لیا اور کہا کہ اس معاملے میں شفافیت کو یقینی بنایا جائے۔ وفاقی حکومت کی جانب سے پیش ہونے والے وکیل نے بتایا کہ رپورٹ تیار کی جا رہی ہے اور آئندہ سماعت پر عدالت میں جمع کرا دی جائے گی۔ ذرائع کے مطابق اجلاس میں صوبائی وزرا اور اعلیٰ حکام نے شرکت کی جبکہ ترقیاتی منصوبوں پر پیش رفت کا جائزہ لیا گیا۔ شہریوں نے مطالبہ کیا کہ بنیادی سہولیات کی فراہمی کے لیے فوری اقدامات کیے جائیں۔ عدالت نے درخواست کی سماعت کے دوران متعلقہ حکام سے جواب طلب کر لیا اور کہا کہ اس معاملے میں شفافیت کو یقینی بنایا جائے۔ وفاقی حکومت کی جانب سے پیش ہونے والے وکیل نے بتایا کہ رپورٹ تیار کی جا رہی ہے اور آئندہ سماعت پر عدالت میں جمع کرا دی جائے گی۔ ذرائع کے مطابق اجلاس میں صوبائی وزرا اور اعلیٰ حکام نے شرکت کی جبکہ ترقیاتی منصوبوں پر پیش رفت کا جائزہ لیا گیا۔ شہریوں نے مطالبہ کیا کہ بنیادی سہولیات کی فراہمی کے لیے فوری اقدامات کیے جائیں۔ عدالت نے درخواست کی سماعت کے دوران متعلقہ حکام سے جواب طلب کر لیا bbox=[488, 1274, 607, 1591]
continuation-number: 12 bbox=[828, 58, 858, 76]
continuation-block bbox=[740, 1307, 859, 1383]
continuation-label: بقیہ نمبر bbox=[867, 1440, 919, 1458]
article-text: عدالت نے درخواست کی سماعت کے دوران متعلقہ حکام سے جواب طلب کر لیا اور کہا کہ اس معاملے میں شفافیت کو یقینی بنایا جائے۔ وفاقی حکومت کی جانب سے پیش ہونے والے وکیل نے بتایا کہ رپورٹ تیار کی جا رہی ہے اور آئندہ سماعت پر عدالت میں جمع کرا دی bbox=[140, 80, 251, 164]
continuation-number: 10 bbox=[954, 1358, 984, 1376]
continuation-label: بقیہ نمبر bbox=[259, 58, 311, 76]
continuation-heading bbox=[13, 774, 133, 794]
continuation-block bbox=[866, 1439, 985, 1547]
continuation-label: بقیہ نمبر bbox=[867, 1358, 919, 1376]
article-text: عدالت نے درخواست کی سماعت کے دوران متعلقہ حکام سے جواب طلب کر لیا اور کہا کہ اس معاملے میں شفافیت کو یقینی بنایا جائے۔ وفاقی حکومت کی جانب سے پیش ہونے والے وکیل نے بتایا کہ رپورٹ تیار کی جا رہی ہے اور آئندہ سماعت پر عدالت میں جمع کرا دی جائے گی۔ ذرائع کے مطابق اجلاس میں صوبائی وزرا اور اعلیٰ حکام نے شرکت کی جبکہ ترقیاتی منصوبوں پر پیش رفت کا جائزہ لیا گیا۔ شہریوں نے مطالبہ کیا کہ بنیادی سہولیات کی فراہمی کے لیے فوری اقدامات کیے جائیں۔ عدالت نے درخواست کی سماعت کے دوران متعلقہ حکام سے جواب طلب کر لیا اور کہا کہ اس معاملے میں شفافیت کو یقینی بنایا جائے۔ وفاقی حکومت کی جانب سے پیش ہونے والے وکیل نے بتایا کہ رپورٹ تیار کی جا رہی ہے اور آئندہ سماعت پر عدالت میں جمع کرا دی جائے گی۔ ذرائع کے مطابق اجلاس میں صوبائی وزرا اور اعلیٰ حکام نے شرکت کی جبکہ ترقیاتی منصوبوں پر پیش رفت کا جائزہ لیا گیا۔ شہریوں نے مطالبہ کیا کہ بنیادی سہولیات کی فراہمی کے لیے فوری اقدامات کیے جائیں۔ عدالت نے درخواست کی سماعت کے دوران متعلقہ حکام سے جواب طلب کر لیا اور کہا کہ اس معاملے میں شفافیت کو یقینی بنایا جائے۔ وفاقی حکومت کی جانب سے پیش ہونے والے وکیل نے بتایا کہ رپورٹ تیار کی جا رہی ہے اور آئندہ سماعت پر عدالت میں جمع کرا دی جائے گی۔ ذرائع کے مطابق اجلاس میں صوبائی وزرا اور اعلیٰ حکام نے شرکت کی جبکہ ترقیاتی منصوبوں پر پیش رفت کا جائزہ لیا گیا۔ شہریوں نے مطالبہ کیا کہ بنیادی سہولیات کی فراہمی کے لیے فوری اقدامات کیے جائیں۔ عدالت نے bbox=[740, 321, 859, 765]
continuation-block bbox=[13, 774, 133, 1104]
continuation-block bbox=[614, 57, 733, 387]
continuation-block bbox=[258, 454, 365, 572]
heading-bar bbox=[667, 519, 702, 537]
heading-bar bbox=[919, 58, 954, 76]
continuation-heading bbox=[488, 1180, 607, 1200]
continuation-heading bbox=[372, 57, 481, 77]
continuation-block bbox=[740, 57, 859, 292]
continuation-block bbox=[488, 1251, 607, 1592]
continuation-label: بقیہ نمبر bbox=[141, 969, 193, 987]
article-text: عدالت نے درخواست کی سماعت کے دوران متعلقہ حکام سے جواب طلب کر لیا اور کہا کہ اس معاملے میں شفافیت کو یقینی بنایا جائے۔ وفاقی حکومت کی جانب سے پیش ہونے والے وکیل نے بتایا کہ رپورٹ تیار کی جا رہی ہے اور آئندہ سماعت پر عدالت میں جمع کرا دی جائے گی۔ ذرائع کے مطابق اجلاس میں صوبائی وزرا اور اعلیٰ حکام نے شرکت کی جبکہ ترقیاتی منصوبوں پر پیش رفت کا جائزہ لیا گیا۔ شہریوں نے مطالبہ کیا کہ بنیادی سہولیات کی فراہمی کے لیے فوری اقدامات کیے جائیں۔ عدالت نے درخواست کی سماعت کے دوران متعلقہ حکام سے جواب طلب کر لیا اور کہا کہ اس معاملے میں شفافیت کو یقینی بنایا جائے۔ وفاقی حکومت کی جانب سے پیش ہونے والے وکیل نے بتایا کہ رپورٹ تیار کی جا رہی ہے اور آئندہ سماعت پر عدالت میں جمع کرا دی جائے گی۔ ذرائع کے مطابق اجلاس میں صوبائی وزرا اور اعلیٰ حکام نے شرکت کی جبکہ ترقیاتی منصوبوں پر پیش رفت کا جائزہ لیا گیا۔ شہریوں نے مطالبہ کیا کہ بنیادی bbox=[140, 307, 251, 603]
continuation-number: 11 bbox=[954, 1440, 984, 1458]
article-text: عدالت نے درخواست کی سماعت کے دوران متعلقہ حکام سے جواب طلب کر لیا اور کہا کہ اس معاملے میں شفافیت کو یقینی بنایا جائے۔ وفاقی حکومت کی جانب سے پیش ہونے والے وکیل نے بتایا کہ رپورٹ تیار کی جا رہی ہے اور آئندہ سماعت پر عدالت میں جمع کرا دی جائے گی۔ ذرائع کے مطابق اجلاس میں صوبائی وزرا اور اعلیٰ حکام نے شرکت کی جبکہ ترقیاتی منصوبوں پر پیش رفت کا جائزہ لیا گیا۔ شہریوں نے مطالبہ کیا کہ بنیادی سہولیات کی فراہمی کے لیے فوری اقدامات کیے جائیں۔ عدالت نے درخواست کی سماعت کے دوران متعلقہ حکام سے جواب طلب کر لیا اور کہا کہ اس معاملے میں شفافیت کو یقینی بنایا جائے۔ وفاقی حکومت bbox=[614, 675, 733, 865]
continuation-heading bbox=[614, 653, 733, 673]
continuation-number: 7 bbox=[954, 910, 984, 928]
article-text: عدالت نے درخواست کی سماعت کے دوران متعلقہ حکام سے جواب طلب کر لیا اور کہا کہ اس معاملے میں شفافیت کو یقینی بنایا جائے۔ وفاقی حکومت کی جانب سے پیش ہونے والے وکیل نے بتایا کہ رپورٹ تیار کی جا رہی ہے اور آئندہ سماعت پر عدالت میں جمع کرا دی جائے گی۔ ذرائع کے مطابق اجلاس میں صوبائی وزرا اور اعلیٰ حکام نے شرکت کی جبکہ ترقیاتی منصوبوں پر پیش رفت کا جائزہ لیا گیا۔ شہریوں نے مطالبہ کیا کہ بنیادی سہولیات کی فراہمی کے لیے فوری اقدامات کیے جائیں۔ عدالت نے درخواست کی سماعت کے دوران متعلقہ حکام سے جواب طلب کر لیا اور کہا کہ اس معاملے میں شفافیت کو یقینی بنایا جائے۔ وفاقی حکومت کی جانب سے پیش ہونے والے وکیل نے بتایا کہ رپورٹ تیار کی جا رہی ہے اور آئندہ سماعت پر عدالت میں جمع کرا دی جائے گی۔ ذرائع کے مطابق اجلاس میں صوبائی وزرا اور اعلیٰ حکام نے شرکت کی جبکہ ترقیاتی منصوبوں پر پیش رفت کا جائزہ لیا گیا۔ شہریوں نے مطالبہ کیا کہ بنیادی سہولیات کی فراہمی کے لیے فوری اقدامات کیے جائیں۔ عدالت نے درخواست کی سماعت کے دوران bbox=[140, 633, 251, 961]
continuation-heading bbox=[13, 157, 133, 177]
article-text: عدالت نے درخواست کی سماعت کے دوران متعلقہ حکام سے جواب طلب کر لیا اور کہا کہ اس معاملے میں شفافیت کو یقینی بنایا جائے۔ وفاقی حکومت کی جانب سے پیش ہونے والے وکیل نے بتایا کہ رپورٹ تیار کی جا رہی ہے اور آئندہ سماعت پر عدالت bbox=[866, 569, 985, 643]
heading-bar bbox=[919, 910, 954, 928]
continuation-number: 34 bbox=[334, 58, 364, 76]
continuation-block bbox=[866, 1010, 985, 1351]
continuation-number: 1 bbox=[954, 58, 984, 76]
continuation-label: بقیہ نمبر bbox=[867, 961, 919, 979]
article-text: عدالت نے درخواست کی سماعت کے دوران متعلقہ حکام سے جواب طلب کر لیا اور کہا کہ اس معاملے میں شفافیت کو یقینی بنایا جائے۔ وفاقی حکومت کی جانب سے پیش ہونے والے وکیل نے بتایا کہ رپورٹ تیار کی جا رہی ہے اور آئندہ سماعت پر عدالت میں جمع کرا دی جائے گی۔ ذرائع کے مطابق bbox=[258, 477, 365, 571]
continuation-label: بقیہ نمبر bbox=[489, 246, 541, 264]
continuation-block bbox=[13, 107, 133, 151]
article-text: عدالت نے درخواست کی سماعت کے دوران متعلقہ حکام سے جواب طلب کر لیا اور کہا کہ اس معاملے میں شفافیت کو یقینی بنایا جائے۔ وفاقی حکومت کی جانب سے پیش ہونے والے وکیل نے بتایا کہ رپورٹ تیار کی جا رہی ہے اور آئندہ سماعت پر عدالت میں جمع کرا دی جائے گی۔ ذرائع کے مطابق اجلاس میں صوبائی وزرا اور اعلیٰ حکام نے شرکت کی جبکہ ترقیاتی منصوبوں پر پیش رفت کا جائزہ لیا گیا۔ شہریوں نے مطالبہ کیا bbox=[866, 413, 985, 540]
continuation-block bbox=[866, 960, 985, 1004]
continuation-heading bbox=[140, 171, 251, 191]
continuation-block bbox=[614, 653, 733, 867]
continuation-block bbox=[258, 57, 365, 345]
continuation-heading bbox=[488, 653, 607, 673]
continuation-heading bbox=[13, 1338, 133, 1358]
continuation-number: 43 bbox=[220, 1157, 250, 1175]
continuation-block bbox=[614, 393, 733, 511]
continuation-heading bbox=[866, 960, 985, 980]
continuation-block bbox=[372, 775, 481, 830]
heading-bar bbox=[667, 874, 702, 892]
continuation-label: بقیہ نمبر bbox=[259, 352, 311, 370]
continuation-block bbox=[372, 57, 481, 769]
continuation-number: 14 bbox=[828, 773, 858, 791]
heading-bar bbox=[66, 492, 102, 510]
continuation-block bbox=[866, 650, 985, 737]
continuation-label: بقیہ نمبر bbox=[14, 1204, 66, 1222]
continuation-label: بقیہ نمبر bbox=[867, 182, 919, 200]
continuation-number: 4 bbox=[954, 548, 984, 566]
continuation-label: بقیہ نمبر bbox=[14, 108, 66, 126]
newspaper-columns bbox=[10, 52, 988, 1650]
continuation-label: بقیہ نمبر bbox=[141, 286, 193, 304]
article-text: عدالت نے درخواست کی سماعت کے دوران متعلقہ حکام سے جواب طلب کر لیا اور کہا کہ اس معاملے میں شفافیت کو یقینی بنایا جائے۔ وفاقی حکومت کی جانب سے پیش ہونے والے وکیل نے بتایا کہ رپورٹ تیار کی جا رہی ہے اور آئندہ سماعت پر عدالت میں جمع کرا دی جائے گی۔ ذرائع کے مطابق اجلاس میں صوبائی وزرا اور اعلیٰ حکام نے شرکت کی جبکہ ترقیاتی منصوبوں پر پیش رفت کا جائزہ لیا گیا۔ شہریوں نے مطالبہ کیا کہ بنیادی سہولیات کی فراہمی کے لیے فوری اقدامات کیے جائیں۔ عدالت نے bbox=[140, 990, 251, 1149]
heading-bar bbox=[919, 182, 954, 200]
continuation-block bbox=[866, 909, 985, 953]
continuation-number: 22 bbox=[702, 874, 732, 892]
continuation-number: 23 bbox=[702, 1433, 732, 1451]
continuation-label: بقیہ نمبر bbox=[867, 548, 919, 566]
continuation-label: بقیہ نمبر bbox=[867, 910, 919, 928]
heading-bar bbox=[541, 246, 576, 264]
continuation-block bbox=[140, 57, 251, 165]
article-text: عدالت نے درخواست کی سماعت کے دوران متعلقہ حکام سے جواب طلب کر لیا اور کہا کہ اس معاملے میں شفافیت کو یقینی بنایا جائے۔ وفاقی حکومت کی جانب سے پیش ہونے والے وکیل نے بتایا کہ رپورٹ تیار کی جا bbox=[866, 672, 985, 735]
continuation-block bbox=[372, 836, 481, 912]
heading-bar bbox=[66, 108, 102, 126]
heading-bar bbox=[66, 1339, 102, 1357]
article-text: عدالت نے درخواست کی سماعت کے دوران متعلقہ حکام سے جواب طلب کر لیا اور کہا کہ اس معاملے میں شفافیت کو یقینی بنایا جائے۔ وفاقی حکومت کی جانب سے پیش ہونے والے وکیل نے بتایا کہ رپورٹ تیار کی جا رہی ہے اور bbox=[258, 374, 365, 447]
continuation-block bbox=[13, 1338, 133, 1425]
continuation-heading bbox=[258, 579, 365, 599]
continuation-number: 29 bbox=[576, 1252, 606, 1270]
article-text: عدالت نے درخواست کی سماعت کے دوران متعلقہ حکام سے جواب طلب کر لیا اور کہا کہ اس معاملے میں شفافیت کو یقینی بنایا جائے۔ وفاقی bbox=[488, 1202, 607, 1244]
heading-bar bbox=[193, 1157, 220, 1175]
heading-bar bbox=[667, 58, 702, 76]
continuation-heading bbox=[372, 775, 481, 795]
news-column bbox=[254, 53, 368, 1650]
heading-bar bbox=[919, 1440, 954, 1458]
continuation-number: 19 bbox=[702, 394, 732, 412]
heading-bar bbox=[193, 286, 220, 304]
article-text: عدالت نے درخواست کی سماعت کے دوران متعلقہ حکام سے جواب طلب کر لیا اور کہا کہ اس معاملے میں شفافیت کو یقینی بنایا جائے۔ وفاقی حکومت کی جانب سے پیش ہونے والے وکیل نے بتایا کہ رپورٹ تیار کی جا رہی ہے اور آئندہ سماعت پر عدالت میں جمع کرا دی جائے گی۔ ذرائع کے مطابق اجلاس میں صوبائی وزرا اور اعلیٰ حکام نے شرکت کی جبکہ ترقیاتی منصوبوں پر پیش رفت کا جائزہ لیا گیا۔ شہریوں نے مطالبہ کیا کہ بنیادی سہولیات کی فراہمی کے لیے فوری اقدامات کیے جائیں۔ عدالت نے درخواست کی سماعت کے دوران متعلقہ حکام سے جواب طلب کر لیا اور کہا کہ اس معاملے میں شفافیت کو یقینی بنایا جائے۔ وفاقی حکومت کی جانب سے پیش ہونے والے وکیل نے بتایا کہ رپورٹ تیار کی جا رہی ہے اور آئندہ سماعت پر عدالت میں جمع کرا دی جائے گی۔ ذرائع کے مطابق اجلاس میں صوبائی وزرا اور اعلیٰ حکام نے شرکت کی جبکہ ترقیاتی منصوبوں پر پیش رفت کا جائزہ لیا گیا۔ شہریوں نے مطالبہ کیا کہ بنیادی سہولیات کی فراہمی کے لیے فوری اقدامات کیے جائیں۔ عدالت نے درخواست کی سماعت کے دوران bbox=[13, 797, 133, 1103]
continuation-label: بقیہ نمبر bbox=[741, 1390, 793, 1408]
heading-bar bbox=[793, 773, 828, 791]
article-text: عدالت نے درخواست کی سماعت کے دوران متعلقہ حکام سے جواب طلب کر لیا اور کہا کہ اس معاملے میں شفافیت کو یقینی بنایا جائے۔ وفاقی حکومت کی جانب سے پیش ہونے والے bbox=[740, 1330, 859, 1382]
article-text: عدالت نے درخواست کی سماعت کے دوران متعلقہ حکام سے جواب طلب bbox=[13, 130, 133, 150]
heading-bar bbox=[541, 58, 576, 76]
article-text: عدالت نے درخواست کی سماعت کے دوران متعلقہ حکام سے جواب طلب کر لیا اور کہا کہ اس معاملے میں شفافیت کو یقینی بنایا جائے۔ وفاقی حکومت کی جانب سے پیش ہونے والے وکیل نے بتایا کہ رپورٹ تیار کی جا رہی ہے اور آئندہ سماعت پر عدالت میں جمع کرا دی جائے گی۔ ذرائع کے مطابق اجلاس میں صوبائی وزرا اور اعلیٰ حکام نے شرکت کی جبکہ ترقیاتی منصوبوں پر پیش رفت کا جائزہ لیا گیا۔ شہریوں نے مطالبہ کیا کہ بنیادی سہولیات کی فراہمی کے لیے فوری اقدامات کیے جائیں۔ عدالت نے درخواست کی سماعت کے دوران bbox=[13, 325, 133, 484]
continuation-block bbox=[488, 245, 607, 501]
article-text: عدالت نے درخواست کی سماعت کے دوران متعلقہ حکام سے جواب طلب کر لیا اور کہا کہ اس معاملے میں شفافیت کو یقینی بنایا جائے۔ وفاقی حکومت کی جانب سے پیش ہونے والے وکیل نے بتایا کہ رپورٹ تیار کی جا رہی ہے اور آئندہ سماعت پر عدالت میں جمع کرا دی bbox=[140, 193, 251, 277]
continuation-label: بقیہ نمبر bbox=[373, 837, 425, 855]
continuation-block bbox=[488, 507, 607, 647]
continuation-number: 5 bbox=[954, 651, 984, 669]
continuation-label: بقیہ نمبر bbox=[489, 1252, 541, 1270]
continuation-heading bbox=[140, 610, 251, 630]
page-date: بدھ 12 نومبر 2022ء bbox=[884, 40, 983, 53]
continuation-block bbox=[740, 298, 859, 766]
heading-bar bbox=[193, 611, 220, 629]
heading-bar bbox=[919, 651, 954, 669]
continuation-block bbox=[13, 491, 133, 768]
continuation-label: بقیہ نمبر bbox=[14, 1339, 66, 1357]
heading-bar bbox=[793, 1390, 828, 1408]
continuation-number: 47 bbox=[102, 304, 132, 322]
